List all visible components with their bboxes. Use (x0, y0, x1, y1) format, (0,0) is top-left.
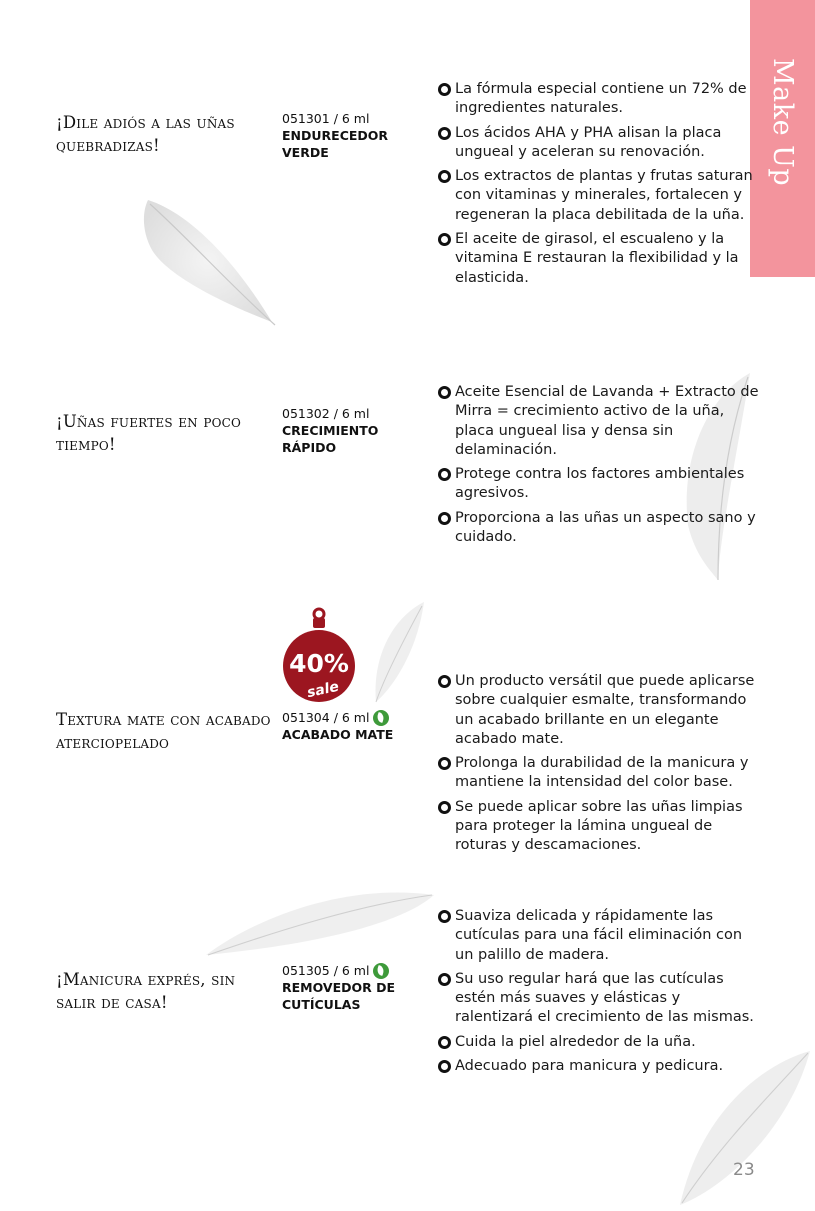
bullet-item: La fórmula especial contiene un 72% de ingredientes naturales. (438, 80, 760, 119)
sale-word: sale (305, 678, 341, 702)
product-headline: ¡Dile adiós a las uñas quebradizas! (56, 113, 235, 155)
ring-bullet-icon (438, 170, 451, 183)
bullet-item: Los ácidos AHA y PHA alisan la placa ungueal y aceleran su renovación. (438, 124, 760, 163)
ring-bullet-icon (438, 910, 451, 923)
ring-bullet-icon (438, 233, 451, 246)
ring-bullet-icon (438, 127, 451, 140)
product-code: 051305 / 6 ml (282, 963, 370, 978)
product-name: REMOVEDOR DE CUTÍCULAS (282, 980, 396, 1012)
bullet-item: Adecuado para manicura y pedicura. (438, 1057, 760, 1076)
bullet-item: Protege contra los factores ambientales agresivos. (438, 465, 760, 504)
ring-bullet-icon (438, 973, 451, 986)
product-bullets (438, 672, 760, 861)
christmas-ornament-icon (282, 606, 356, 704)
green-leaf-icon (373, 710, 389, 726)
ring-bullet-icon (438, 1060, 451, 1073)
product-code-block (282, 709, 432, 743)
product-headline: Textura mate con acabado aterciopelado (56, 710, 271, 752)
feather-icon (200, 875, 440, 965)
product-bullets (438, 907, 760, 1081)
ring-bullet-icon (438, 83, 451, 96)
feather-icon (130, 190, 290, 340)
feather-icon (362, 598, 432, 708)
ring-bullet-icon (438, 512, 451, 525)
bullet-item: Los extractos de plantas y frutas saturan con vitaminas y minerales, fortalecen y regeneran la placa debilitada de la uña. (438, 167, 760, 225)
product-bullets (438, 80, 760, 293)
ring-bullet-icon (438, 675, 451, 688)
product-name: CRECIMIENTO RÁPIDO (282, 423, 379, 455)
bullet-item: Se puede aplicar sobre las uñas limpias para proteger la lámina ungueal de roturas y descamaciones. (438, 798, 760, 856)
bullet-item: Suaviza delicada y rápidamente las cutículas para una fácil eliminación con un palillo de madera. (438, 907, 760, 965)
green-leaf-icon (373, 963, 389, 979)
product-name: ENDURECEDOR VERDE (282, 128, 389, 160)
ring-bullet-icon (438, 757, 451, 770)
product-code-block (282, 110, 432, 161)
product-code: 051304 / 6 ml (282, 710, 370, 725)
product-headline: ¡Uñas fuertes en poco tiempo! (56, 412, 242, 454)
ring-bullet-icon (438, 386, 451, 399)
product-code-block (282, 962, 432, 1013)
product-bullets (438, 383, 760, 552)
product-code-block (282, 405, 432, 456)
bullet-item: Prolonga la durabilidad de la manicura y mantiene la intensidad del color base. (438, 754, 760, 793)
sale-percent: 40% (289, 649, 349, 678)
product-name: ACABADO MATE (282, 727, 394, 742)
bullet-item: Su uso regular hará que las cutículas estén más suaves y elásticas y ralentizará el crecimiento de las mismas. (438, 970, 760, 1028)
bullet-item: Aceite Esencial de Lavanda + Extracto de Mirra = crecimiento activo de la uña, placa ungueal lisa y densa sin delaminación. (438, 383, 760, 460)
bullet-item: El aceite de girasol, el escualeno y la vitamina E restauran la flexibilidad y la elasticida. (438, 230, 760, 288)
product-code: 051302 / 6 ml (282, 406, 370, 421)
product-headline: ¡Manicura exprés, sin salir de casa! (56, 970, 236, 1012)
page-number: 23 (733, 1160, 755, 1180)
bullet-item: Cuida la piel alrededor de la uña. (438, 1033, 760, 1052)
product-code: 051301 / 6 ml (282, 111, 370, 126)
ring-bullet-icon (438, 801, 451, 814)
bullet-item: Proporciona a las uñas un aspecto sano y cuidado. (438, 509, 760, 548)
side-tab-label: Make Up (767, 58, 798, 187)
ring-bullet-icon (438, 468, 451, 481)
bullet-item: Un producto versátil que puede aplicarse sobre cualquier esmalte, transformando un acabado brillante en un elegante acabado mate. (438, 672, 760, 749)
ring-bullet-icon (438, 1036, 451, 1049)
